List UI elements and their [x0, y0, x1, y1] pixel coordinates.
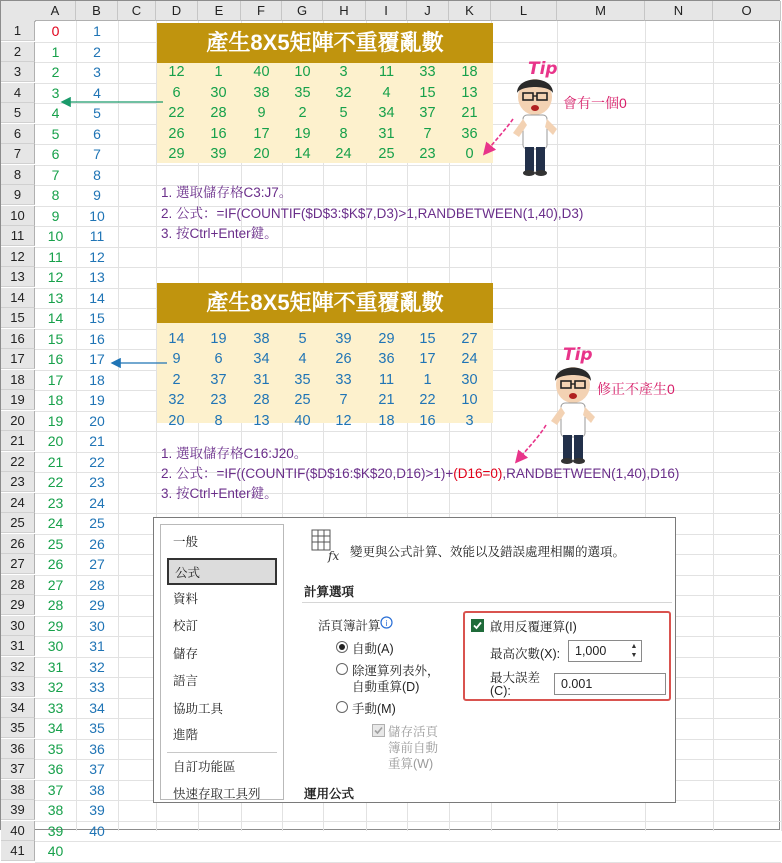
cell-b24[interactable]: 24: [89, 494, 105, 511]
recalc-before-save-label-2: 簿前自動: [388, 741, 439, 755]
block2-cell-r5c3[interactable]: 13: [253, 412, 270, 429]
gridline-h: [35, 841, 781, 842]
row-header-41[interactable]: 41: [1, 841, 35, 861]
block1-cell-r5c4[interactable]: 14: [294, 146, 311, 162]
row-header-38[interactable]: 38: [1, 780, 35, 800]
block1-cell-r4c1[interactable]: 26: [168, 125, 185, 142]
block2-cell-r3c4[interactable]: 35: [294, 371, 311, 388]
block1-cell-r4c8[interactable]: 36: [461, 125, 478, 142]
block2-step3: 3. 按Ctrl+Enter鍵。: [161, 486, 278, 501]
cell-a6[interactable]: 5: [51, 125, 60, 142]
recalc-before-save-label-1: 儲存活頁: [388, 725, 439, 739]
radio-manual-label: 手動(M): [352, 702, 396, 716]
block1-cell-r1c1[interactable]: 12: [168, 64, 185, 80]
block1-cell-r1c3[interactable]: 40: [253, 64, 270, 80]
gridline-h: [35, 247, 781, 248]
cell-b33[interactable]: 33: [89, 679, 105, 695]
block1-cell-r3c7[interactable]: 37: [419, 105, 436, 121]
cell-a5[interactable]: 4: [51, 105, 60, 121]
column-header-h[interactable]: H: [323, 1, 366, 21]
nav-language[interactable]: 語言: [173, 674, 199, 688]
tip1-note: 會有一個0: [563, 95, 627, 111]
cell-a17[interactable]: 16: [47, 351, 64, 367]
section-calc-rule: [302, 602, 672, 603]
row-header-6[interactable]: 6: [1, 124, 35, 144]
cell-b32[interactable]: 32: [89, 658, 105, 675]
block2-cell-r4c5[interactable]: 7: [339, 392, 348, 408]
tip2-note: 修正不產生0: [597, 381, 675, 397]
cell-a3[interactable]: 2: [51, 64, 60, 80]
cell-b38[interactable]: 38: [89, 781, 105, 798]
cell-a33[interactable]: 32: [47, 679, 64, 695]
cell-a23[interactable]: 22: [47, 474, 64, 490]
cell-b9[interactable]: 9: [93, 187, 101, 203]
cell-b6[interactable]: 6: [93, 125, 101, 142]
tip1-character: [513, 79, 557, 176]
row-header-15[interactable]: 15: [1, 308, 35, 328]
block1-cell-r5c3[interactable]: 20: [253, 146, 270, 162]
column-header-n[interactable]: N: [645, 1, 713, 21]
block1-cell-r5c2[interactable]: 39: [210, 146, 227, 162]
nav-separator: [167, 752, 277, 753]
row-header-2[interactable]: 2: [1, 42, 35, 62]
cell-b14[interactable]: 14: [89, 289, 105, 306]
block2-step1: 1. 選取儲存格C16:J20。: [161, 446, 308, 461]
tip2-label: Tip: [563, 345, 593, 365]
cell-a20[interactable]: 19: [47, 412, 64, 429]
max-change-value: 0.001: [561, 677, 593, 691]
cell-b31[interactable]: 31: [89, 638, 105, 654]
block2-cell-r4c2[interactable]: 23: [210, 392, 227, 408]
cell-b8[interactable]: 8: [93, 166, 101, 183]
nav-general[interactable]: 一般: [173, 535, 199, 549]
block1-cell-r3c4[interactable]: 2: [298, 105, 307, 121]
cell-b22[interactable]: 22: [89, 453, 105, 470]
block1-cell-r4c4[interactable]: 19: [294, 125, 311, 142]
block2-cell-r3c2[interactable]: 37: [210, 371, 227, 388]
block1-cell-r5c5[interactable]: 24: [335, 146, 352, 162]
cell-b2[interactable]: 2: [93, 43, 101, 60]
options-nav-list: [160, 524, 284, 800]
gridline-v: [713, 21, 714, 831]
cell-b10[interactable]: 10: [89, 207, 105, 224]
gridline-h: [35, 185, 781, 186]
block2-cell-r3c3[interactable]: 31: [253, 371, 270, 388]
cell-a39[interactable]: 38: [47, 802, 64, 818]
cell-b19[interactable]: 19: [89, 392, 105, 408]
cell-a25[interactable]: 24: [47, 515, 64, 531]
block2-cell-r2c1[interactable]: 9: [172, 351, 181, 367]
row-header-24[interactable]: 24: [1, 493, 35, 513]
cell-a14[interactable]: 13: [47, 289, 64, 306]
row-header-17[interactable]: 17: [1, 349, 35, 369]
block1-cell-r4c5[interactable]: 8: [339, 125, 348, 142]
tip1-label: Tip: [528, 59, 558, 79]
cell-b13[interactable]: 13: [89, 269, 105, 285]
row-header-9[interactable]: 9: [1, 185, 35, 205]
cell-a10[interactable]: 9: [51, 207, 60, 224]
cell-a29[interactable]: 28: [47, 597, 64, 613]
block2-cell-r2c4[interactable]: 4: [298, 351, 307, 367]
row-header-14[interactable]: 14: [1, 288, 35, 308]
block2-cell-r5c2[interactable]: 8: [214, 412, 223, 429]
max-change-label-2: (C):: [490, 684, 511, 698]
block2-step2: [161, 464, 679, 484]
nav-advanced[interactable]: 進階: [173, 728, 199, 742]
block2-cell-r3c1[interactable]: 2: [172, 371, 181, 388]
row-header-22[interactable]: 22: [1, 452, 35, 472]
row-header-13[interactable]: 13: [1, 267, 35, 287]
block2-cell-r2c8[interactable]: 24: [461, 351, 478, 367]
gridline-h: [35, 452, 781, 453]
row-header-10[interactable]: 10: [1, 206, 35, 226]
block1-cell-r2c3[interactable]: 38: [253, 84, 270, 101]
row-header-1[interactable]: 1: [1, 21, 35, 41]
formula-prefix: 2. 公式：=IF((COUNTIF($D$16:$K$20,D16)>1)+: [161, 466, 454, 481]
column-header-k[interactable]: K: [449, 1, 491, 21]
row-header-32[interactable]: 32: [1, 657, 35, 677]
max-iterations-spinner[interactable]: [628, 642, 640, 660]
column-header-e[interactable]: E: [198, 1, 241, 21]
nav-data[interactable]: 資料: [173, 592, 199, 606]
cell-a9[interactable]: 8: [51, 187, 60, 203]
block1-cell-r3c8[interactable]: 21: [461, 105, 478, 121]
cell-b7[interactable]: 7: [93, 146, 101, 162]
row-header-19[interactable]: 19: [1, 390, 35, 410]
cell-a34[interactable]: 33: [47, 699, 64, 716]
block2-cell-r2c3[interactable]: 34: [253, 351, 270, 367]
cell-a27[interactable]: 26: [47, 556, 64, 572]
max-iterations-value: 1,000: [575, 644, 607, 658]
row-header-29[interactable]: 29: [1, 595, 35, 615]
block2-cell-r3c7[interactable]: 1: [423, 371, 432, 388]
cell-b34[interactable]: 34: [89, 699, 105, 716]
row-header-40[interactable]: 40: [1, 821, 35, 841]
max-change-input[interactable]: [554, 673, 666, 695]
block2-cell-r5c1[interactable]: 20: [168, 412, 185, 429]
block1-cell-r4c6[interactable]: 31: [378, 125, 395, 142]
gridline-h: [35, 431, 781, 432]
block1-cell-r4c2[interactable]: 16: [210, 125, 227, 142]
cell-b17[interactable]: 17: [89, 351, 105, 367]
nav-formulas[interactable]: 公式: [167, 558, 277, 585]
column-header-c[interactable]: C: [118, 1, 156, 21]
block1-cell-r1c5[interactable]: 3: [339, 64, 348, 80]
row-header-30[interactable]: 30: [1, 616, 35, 636]
cell-b26[interactable]: 26: [89, 535, 105, 552]
nav-quick-access-toolbar[interactable]: 快速存取工具列: [173, 787, 261, 801]
block1-cell-r2c4[interactable]: 35: [294, 84, 311, 101]
cell-b18[interactable]: 18: [89, 371, 105, 388]
block1-cell-r1c7[interactable]: 33: [419, 64, 436, 80]
cell-a21[interactable]: 20: [47, 433, 64, 449]
cell-a36[interactable]: 35: [47, 740, 64, 757]
column-header-o[interactable]: O: [713, 1, 781, 21]
row-header-35[interactable]: 35: [1, 718, 35, 738]
cell-b21[interactable]: 21: [89, 433, 105, 449]
column-header-d[interactable]: D: [156, 1, 198, 21]
block1-cell-r4c7[interactable]: 7: [423, 125, 432, 142]
cell-b37[interactable]: 37: [89, 761, 105, 777]
block1-cell-r2c7[interactable]: 15: [419, 84, 436, 101]
column-header-a[interactable]: A: [35, 1, 76, 21]
row-header-4[interactable]: 4: [1, 83, 35, 103]
block2-cell-r5c7[interactable]: 16: [419, 412, 436, 429]
cell-a4[interactable]: 3: [51, 84, 60, 101]
radio-auto-except-label-1: 除運算列表外，: [352, 664, 440, 678]
info-icon: [380, 616, 393, 629]
row-header-12[interactable]: 12: [1, 247, 35, 267]
block1-cell-r1c2[interactable]: 1: [214, 64, 223, 80]
cell-a37[interactable]: 36: [47, 761, 64, 777]
block1-step3: 3. 按Ctrl+Enter鍵。: [161, 226, 278, 241]
cell-b30[interactable]: 30: [89, 617, 105, 634]
gridline-v: [118, 21, 119, 831]
excel-options-dialog: [153, 517, 676, 803]
svg-text:fx: fx: [328, 549, 340, 563]
gridline-h: [35, 821, 781, 822]
gridline-h: [35, 513, 781, 514]
block2-cell-r5c5[interactable]: 12: [335, 412, 352, 429]
block2-cell-r1c1[interactable]: 14: [168, 330, 185, 347]
block1-cell-r5c1[interactable]: 29: [168, 146, 185, 162]
cell-b12[interactable]: 12: [89, 248, 105, 265]
formula-suffix: ,RANDBETWEEN(1,40),D16): [502, 466, 680, 481]
cell-a15[interactable]: 14: [47, 310, 64, 326]
cell-b11[interactable]: 11: [89, 228, 105, 244]
row-header-23[interactable]: 23: [1, 472, 35, 492]
column-header-g[interactable]: G: [282, 1, 323, 21]
block1-cell-r1c8[interactable]: 18: [461, 64, 478, 80]
row-header-8[interactable]: 8: [1, 165, 35, 185]
block2-cell-r3c8[interactable]: 30: [461, 371, 478, 388]
gridline-h: [35, 165, 781, 166]
block1-title-banner: 產生8X5矩陣不重覆亂數: [157, 23, 493, 63]
spin-up-icon[interactable]: ▲: [630, 643, 638, 650]
block1-cell-r2c6[interactable]: 4: [382, 84, 391, 101]
recalc-before-save-label-3: 重算(W): [388, 757, 434, 771]
block1-cell-r4c3[interactable]: 17: [253, 125, 270, 142]
block1-step1: 1. 選取儲存格C3:J7。: [161, 185, 293, 200]
cell-a40[interactable]: 39: [47, 822, 64, 839]
nav-customize-ribbon[interactable]: 自訂功能區: [173, 760, 236, 774]
formula-highlight: (D16=0): [453, 466, 503, 481]
cell-b15[interactable]: 15: [89, 310, 105, 326]
row-header-25[interactable]: 25: [1, 513, 35, 533]
block2-cell-r2c2[interactable]: 6: [214, 351, 223, 367]
block2-cell-r1c8[interactable]: 27: [461, 330, 478, 347]
block2-cell-r3c5[interactable]: 33: [335, 371, 352, 388]
block2-cell-r4c3[interactable]: 28: [253, 392, 270, 408]
radio-automatic-label: 自動(A): [352, 642, 394, 656]
gridline-h: [35, 493, 781, 494]
column-header-l[interactable]: L: [491, 1, 557, 21]
row-header-31[interactable]: 31: [1, 636, 35, 656]
cell-a35[interactable]: 34: [47, 720, 64, 736]
block1-cell-r5c8[interactable]: 0: [465, 146, 474, 162]
cell-b40[interactable]: 40: [89, 822, 105, 839]
gridline-h: [35, 226, 781, 227]
formula-fx-icon: [310, 528, 342, 562]
cell-a32[interactable]: 31: [47, 658, 64, 675]
cell-a11[interactable]: 10: [47, 228, 64, 244]
nav-proofing[interactable]: 校訂: [173, 619, 199, 633]
radio-auto-except-label-2: 自動重算(D): [352, 680, 420, 694]
row-header-5[interactable]: 5: [1, 103, 35, 123]
cell-a31[interactable]: 30: [47, 638, 64, 654]
radio-manual[interactable]: [336, 701, 348, 713]
block2-cell-r4c4[interactable]: 25: [294, 392, 311, 408]
row-header-16[interactable]: 16: [1, 329, 35, 349]
block1-cell-r3c5[interactable]: 5: [339, 105, 348, 121]
section-calc-options: 計算選項: [304, 585, 355, 599]
row-header-20[interactable]: 20: [1, 411, 35, 431]
cell-a8[interactable]: 7: [51, 166, 60, 183]
cell-b23[interactable]: 23: [89, 474, 105, 490]
block2-cell-r2c6[interactable]: 36: [378, 351, 395, 367]
cell-b36[interactable]: 36: [89, 740, 105, 757]
block1-cell-r1c4[interactable]: 10: [294, 64, 311, 80]
cell-b27[interactable]: 27: [89, 556, 105, 572]
block1-cell-r2c8[interactable]: 13: [461, 84, 478, 101]
cell-a13[interactable]: 12: [47, 269, 64, 285]
row-header-18[interactable]: 18: [1, 370, 35, 390]
row-header-36[interactable]: 36: [1, 739, 35, 759]
cell-b39[interactable]: 39: [89, 802, 105, 818]
column-header-i[interactable]: I: [366, 1, 407, 21]
block2-cell-r5c8[interactable]: 3: [465, 412, 474, 429]
select-all-corner[interactable]: [1, 1, 36, 22]
row-header-37[interactable]: 37: [1, 759, 35, 779]
cell-b5[interactable]: 5: [93, 105, 101, 121]
block2-cell-r1c5[interactable]: 39: [335, 330, 352, 347]
column-header-f[interactable]: F: [241, 1, 282, 21]
cell-a7[interactable]: 6: [51, 146, 60, 162]
dialog-header-text: 變更與公式計算、效能以及錯誤處理相關的選項。: [350, 545, 626, 559]
cell-a30[interactable]: 29: [47, 617, 64, 634]
block2-title-banner: 產生8X5矩陣不重覆亂數: [157, 283, 493, 323]
cell-b28[interactable]: 28: [89, 576, 105, 593]
block1-cell-r3c2[interactable]: 28: [210, 105, 227, 121]
row-header-11[interactable]: 11: [1, 226, 35, 246]
cell-a19[interactable]: 18: [47, 392, 64, 408]
cell-a12[interactable]: 11: [48, 248, 63, 265]
cell-b35[interactable]: 35: [89, 720, 105, 736]
section-working-formulas: 運用公式: [304, 787, 355, 801]
cell-a26[interactable]: 25: [47, 535, 64, 552]
block1-cell-r2c1[interactable]: 6: [172, 84, 181, 101]
cell-a2[interactable]: 1: [51, 43, 60, 60]
row-header-33[interactable]: 33: [1, 677, 35, 697]
row-header-3[interactable]: 3: [1, 62, 35, 82]
radio-automatic[interactable]: [336, 641, 348, 653]
spin-down-icon[interactable]: ▼: [630, 652, 638, 659]
column-header-b[interactable]: B: [76, 1, 118, 21]
workbook-calc-label: 活頁簿計算: [318, 619, 381, 633]
row-header-21[interactable]: 21: [1, 431, 35, 451]
column-header-j[interactable]: J: [407, 1, 449, 21]
radio-auto-except-tables[interactable]: [336, 663, 348, 675]
row-header-28[interactable]: 28: [1, 575, 35, 595]
block1-cell-r1c6[interactable]: 11: [378, 64, 395, 80]
row-header-7[interactable]: 7: [1, 144, 35, 164]
block2-cell-r4c6[interactable]: 21: [378, 392, 395, 408]
enable-iterative-checkbox[interactable]: [471, 619, 484, 632]
cell-a28[interactable]: 27: [47, 576, 64, 593]
cell-b1[interactable]: 1: [93, 23, 101, 39]
block2-cell-r4c7[interactable]: 22: [419, 392, 436, 408]
enable-iterative-label: 啟用反覆運算(I): [490, 620, 577, 634]
cell-a18[interactable]: 17: [47, 371, 64, 388]
row-header-39[interactable]: 39: [1, 800, 35, 820]
cell-a22[interactable]: 21: [47, 453, 64, 470]
cell-a24[interactable]: 23: [47, 494, 64, 511]
block2-cell-r1c4[interactable]: 5: [298, 330, 307, 347]
nav-save[interactable]: 儲存: [173, 647, 199, 661]
block2-cell-r2c7[interactable]: 17: [419, 351, 436, 367]
block2-cell-r1c3[interactable]: 38: [253, 330, 270, 347]
max-change-label-1: 最大誤差: [490, 671, 541, 685]
column-header-m[interactable]: M: [557, 1, 645, 21]
block1-cell-r3c3[interactable]: 9: [257, 105, 266, 121]
cell-a16[interactable]: 15: [47, 330, 64, 347]
cell-b29[interactable]: 29: [89, 597, 105, 613]
block2-cell-r4c8[interactable]: 10: [461, 392, 478, 408]
block2-cell-r3c6[interactable]: 11: [378, 371, 395, 388]
svg-text:i: i: [385, 619, 388, 628]
block2-cell-r1c7[interactable]: 15: [419, 330, 436, 347]
block2-cell-r1c6[interactable]: 29: [378, 330, 395, 347]
cell-a1[interactable]: 0: [51, 23, 60, 39]
cell-b20[interactable]: 20: [89, 412, 105, 429]
gridline-h: [35, 862, 781, 863]
block1-cell-r2c2[interactable]: 30: [210, 84, 227, 101]
block2-cell-r5c6[interactable]: 18: [378, 412, 395, 429]
row-header-27[interactable]: 27: [1, 554, 35, 574]
block1-cell-r3c1[interactable]: 22: [168, 105, 185, 121]
max-iterations-label: 最高次數(X):: [490, 647, 561, 661]
cell-a38[interactable]: 37: [47, 781, 64, 798]
block1-cell-r5c7[interactable]: 23: [419, 146, 436, 162]
block1-cell-r5c6[interactable]: 25: [378, 146, 395, 162]
row-header-26[interactable]: 26: [1, 534, 35, 554]
cell-a41[interactable]: 40: [47, 843, 64, 859]
recalc-before-save-checkbox[interactable]: [372, 724, 385, 737]
block2-cell-r1c2[interactable]: 19: [210, 330, 227, 347]
gridline-h: [35, 267, 781, 268]
block2-cell-r2c5[interactable]: 26: [335, 351, 352, 367]
row-header-34[interactable]: 34: [1, 698, 35, 718]
block1-step2: 2. 公式：=IF(COUNTIF($D$3:$K$7,D3)>1,RANDBETWEEN(1,40),D3): [161, 206, 584, 221]
cell-b16[interactable]: 16: [89, 330, 105, 347]
block2-cell-r5c4[interactable]: 40: [294, 412, 311, 429]
block2-cell-r4c1[interactable]: 32: [168, 392, 185, 408]
cell-b3[interactable]: 3: [93, 64, 101, 80]
cell-b25[interactable]: 25: [89, 515, 105, 531]
block1-cell-r2c5[interactable]: 32: [335, 84, 352, 101]
cell-b4[interactable]: 4: [93, 84, 101, 101]
block1-cell-r3c6[interactable]: 34: [378, 105, 395, 121]
nav-accessibility[interactable]: 協助工具: [173, 702, 224, 716]
